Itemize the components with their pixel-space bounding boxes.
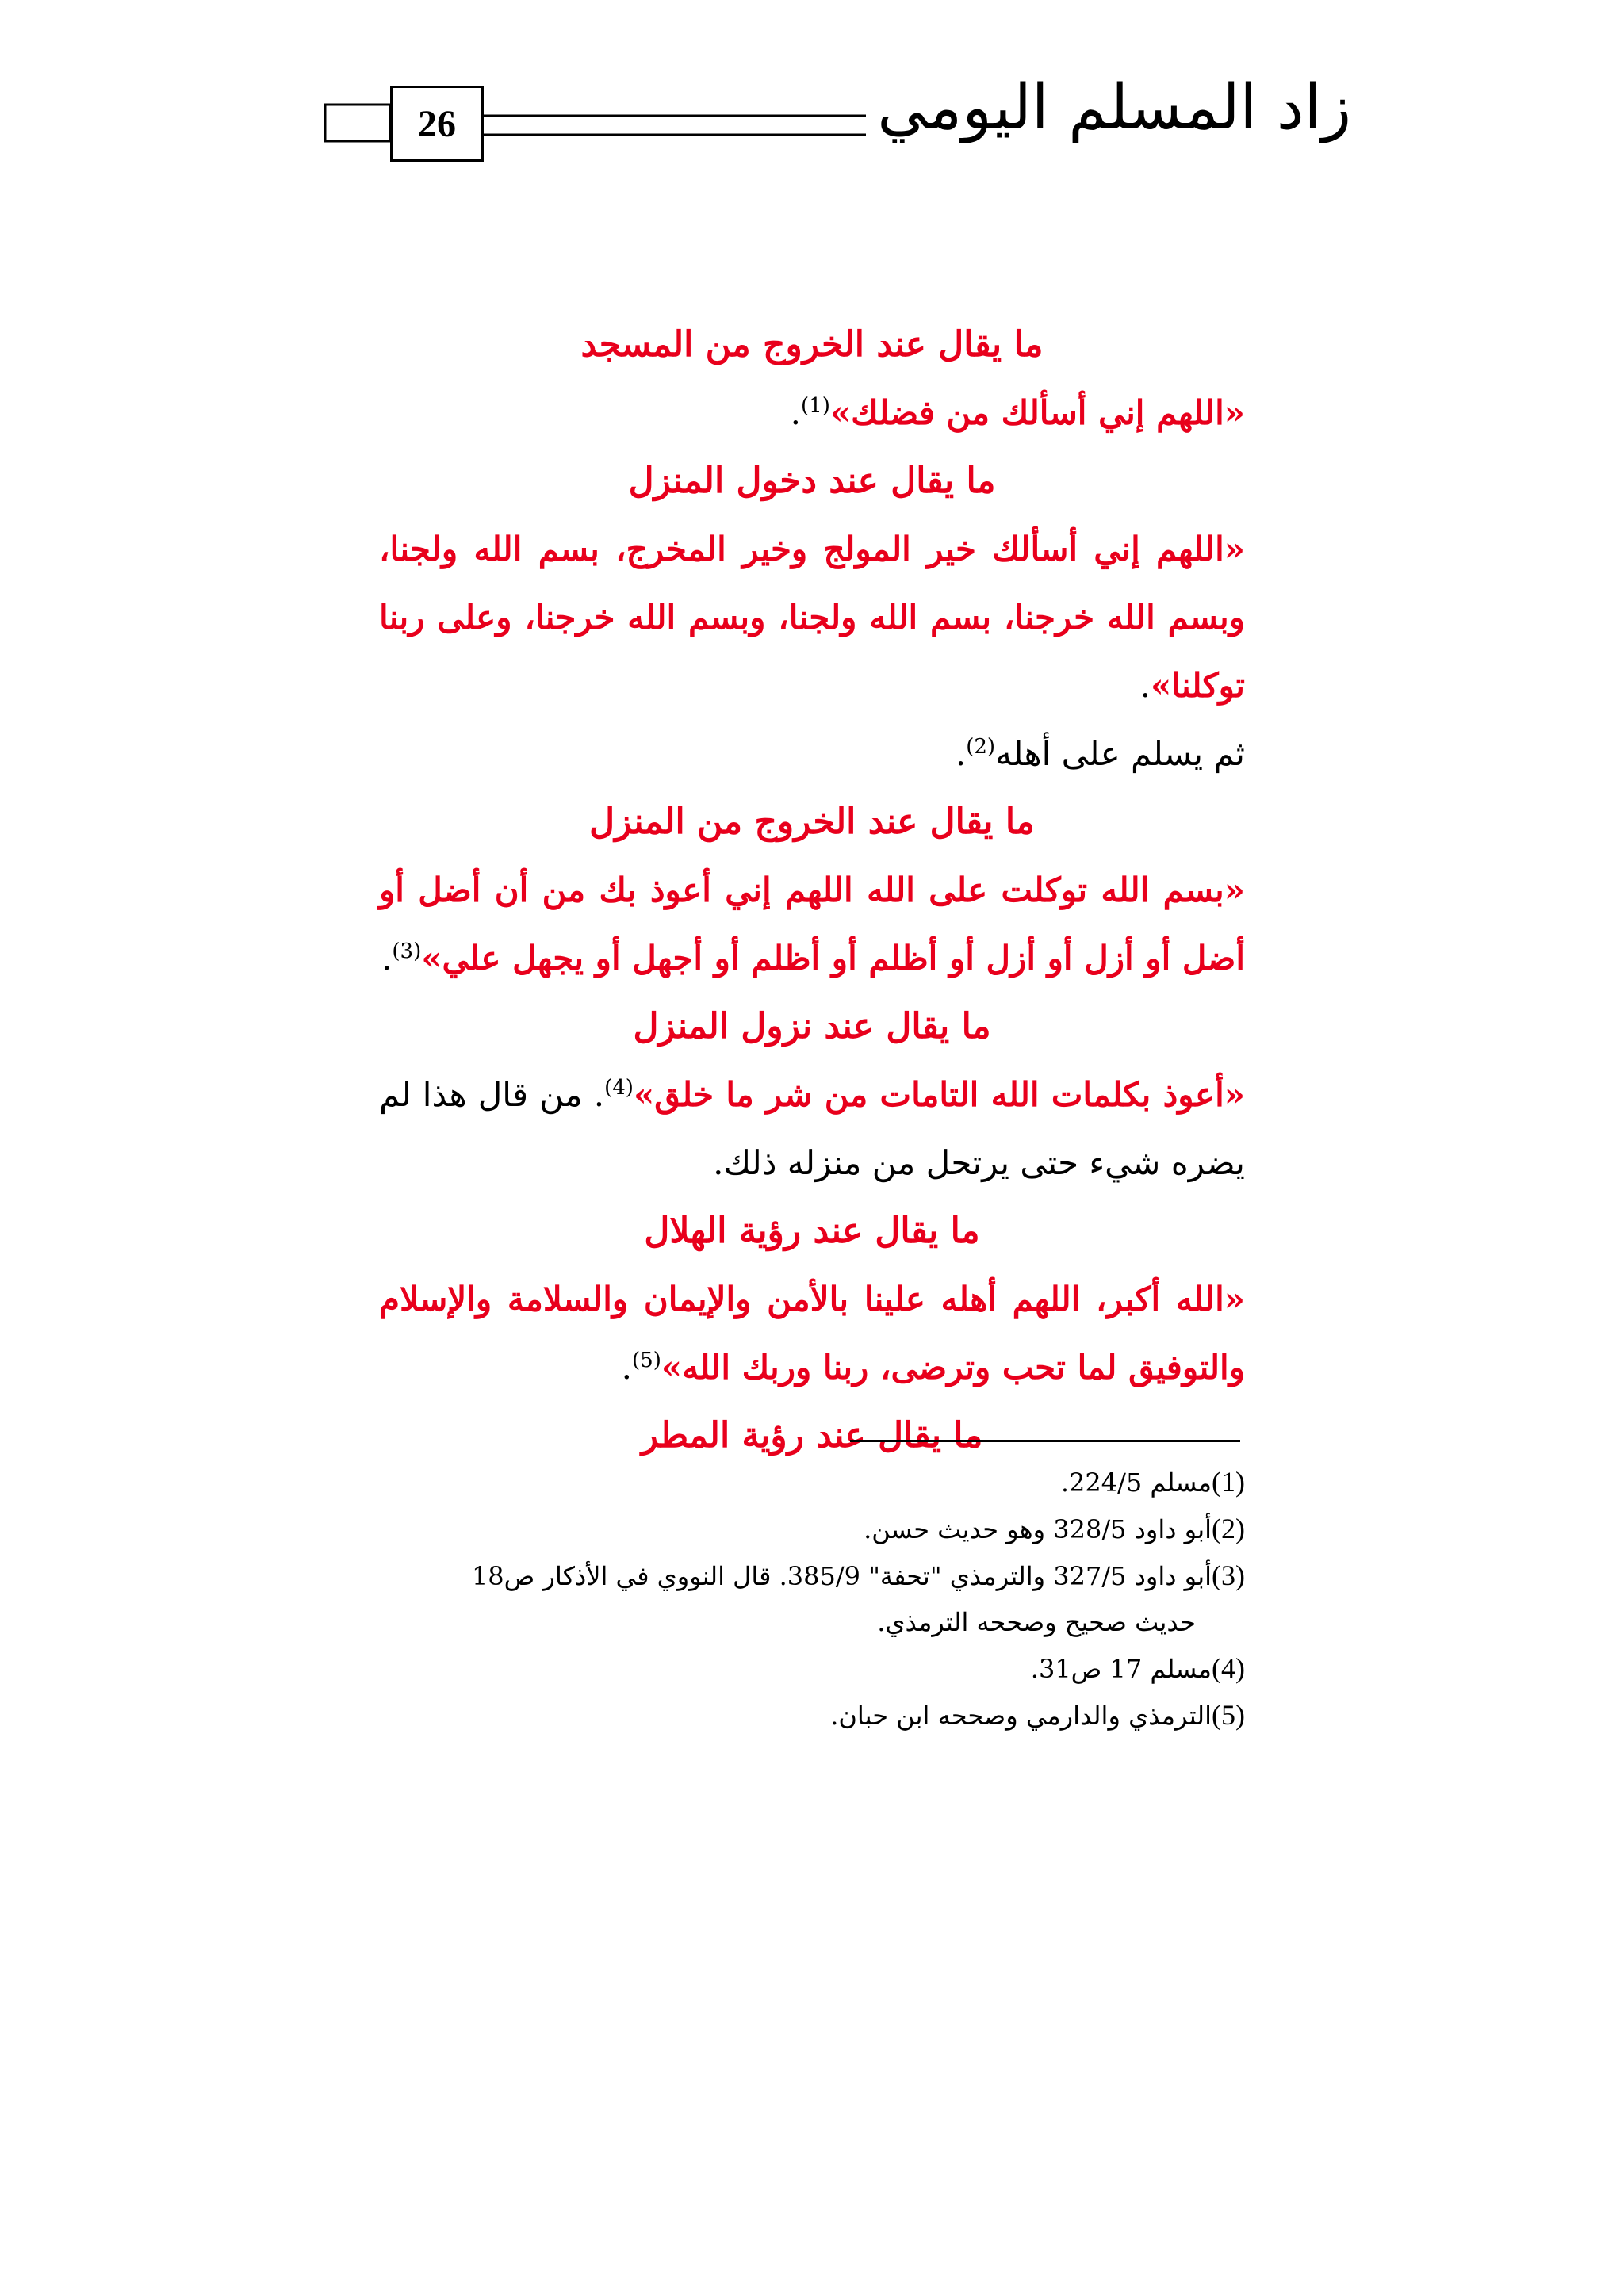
body-text: . من قال هذا لم يضره شيء حتى يرتحل من منزله ذلك. <box>379 1075 1245 1182</box>
footnote-number: (4) <box>1212 1652 1245 1684</box>
paragraph <box>379 1061 1245 1197</box>
footnote-ref[interactable]: (1) <box>800 394 830 418</box>
footnote-number: (1) <box>1212 1466 1245 1498</box>
footnote-ref[interactable]: (2) <box>966 735 996 759</box>
footnote-number: (3) <box>1212 1559 1245 1591</box>
section-heading: ما يقال عند رؤية المطر <box>641 1415 983 1456</box>
footnote-item <box>379 1459 1245 1506</box>
footnote-continuation: حديث صحيح وصححه الترمذي. <box>877 1607 1196 1637</box>
page-header <box>0 0 1624 206</box>
footnote-item <box>379 1506 1245 1552</box>
section-heading: ما يقال عند رؤية الهلال <box>644 1211 980 1251</box>
supplication-text: «اللهم إني أسألك من فضلك» <box>829 393 1245 432</box>
footnotes <box>379 1459 1245 1739</box>
supplication-text: «اللهم إني أسألك خير المولج وخير المخرج، بسم الله ولجنا، وبسم الله خرجنا، بسم الله ولجنا، وبسم الله خرجنا، وعلى ربنا توكلنا» <box>379 530 1245 705</box>
header-frame-ornament <box>0 0 1624 206</box>
footnote-ref[interactable]: (3) <box>392 939 422 963</box>
supplication-text: «بسم الله توكلت على الله اللهم إني أعوذ بك من أن أضل أو أضل أو أزل أو أزل أو أظلم أو أظلم أو أجهل أو يجهل علي» <box>379 871 1245 978</box>
footnote-text: أبو داود 327/5 والترمذي "تحفة" 385/9. قال النووي في الأذكار ص18 <box>471 1561 1212 1591</box>
punctuation: . <box>381 939 393 978</box>
footnote-text: مسلم 17 ص31. <box>1030 1654 1212 1684</box>
running-title: زاد المسلم اليومي <box>866 60 1362 155</box>
punctuation: . <box>955 734 967 773</box>
footnote-ref[interactable]: (4) <box>604 1076 634 1100</box>
footnote-item <box>379 1645 1245 1692</box>
footnote-item <box>379 1552 1245 1599</box>
section-heading: ما يقال عند دخول المنزل <box>628 461 996 501</box>
body-text: ثم يسلم على أهله <box>995 734 1245 773</box>
punctuation: . <box>790 393 801 432</box>
footnote-item <box>379 1692 1245 1739</box>
punctuation: . <box>1139 666 1151 705</box>
footnote-number: (5) <box>1212 1699 1245 1731</box>
paragraph <box>379 720 1245 788</box>
paragraph <box>379 515 1245 720</box>
footnote-ref[interactable]: (5) <box>631 1349 661 1372</box>
paragraph <box>379 379 1245 447</box>
footnote-divider <box>850 1440 1240 1442</box>
paragraph <box>379 856 1245 993</box>
main-content <box>379 311 1245 1470</box>
supplication-text: «الله أكبر، اللهم أهله علينا بالأمن والإيمان والسلامة والإسلام والتوفيق لما تحب وترضى، ربنا وربك الله» <box>379 1280 1245 1387</box>
punctuation: . <box>621 1348 632 1387</box>
section-heading: ما يقال عند الخروج من المنزل <box>589 802 1035 842</box>
footnote-number: (2) <box>1212 1513 1245 1544</box>
footnote-text: مسلم 224/5. <box>1060 1468 1212 1498</box>
page-number: 26 <box>390 86 484 162</box>
paragraph <box>379 1265 1245 1402</box>
footnote-text: الترمذي والدارمي وصححه ابن حبان. <box>830 1701 1212 1731</box>
supplication-text: «أعوذ بكلمات الله التامات من شر ما خلق» <box>633 1075 1245 1114</box>
footnote-text: أبو داود 328/5 وهو حديث حسن. <box>864 1514 1212 1544</box>
section-heading: ما يقال عند نزول المنزل <box>633 1006 991 1047</box>
section-heading: ما يقال عند الخروج من المسجد <box>580 324 1044 365</box>
